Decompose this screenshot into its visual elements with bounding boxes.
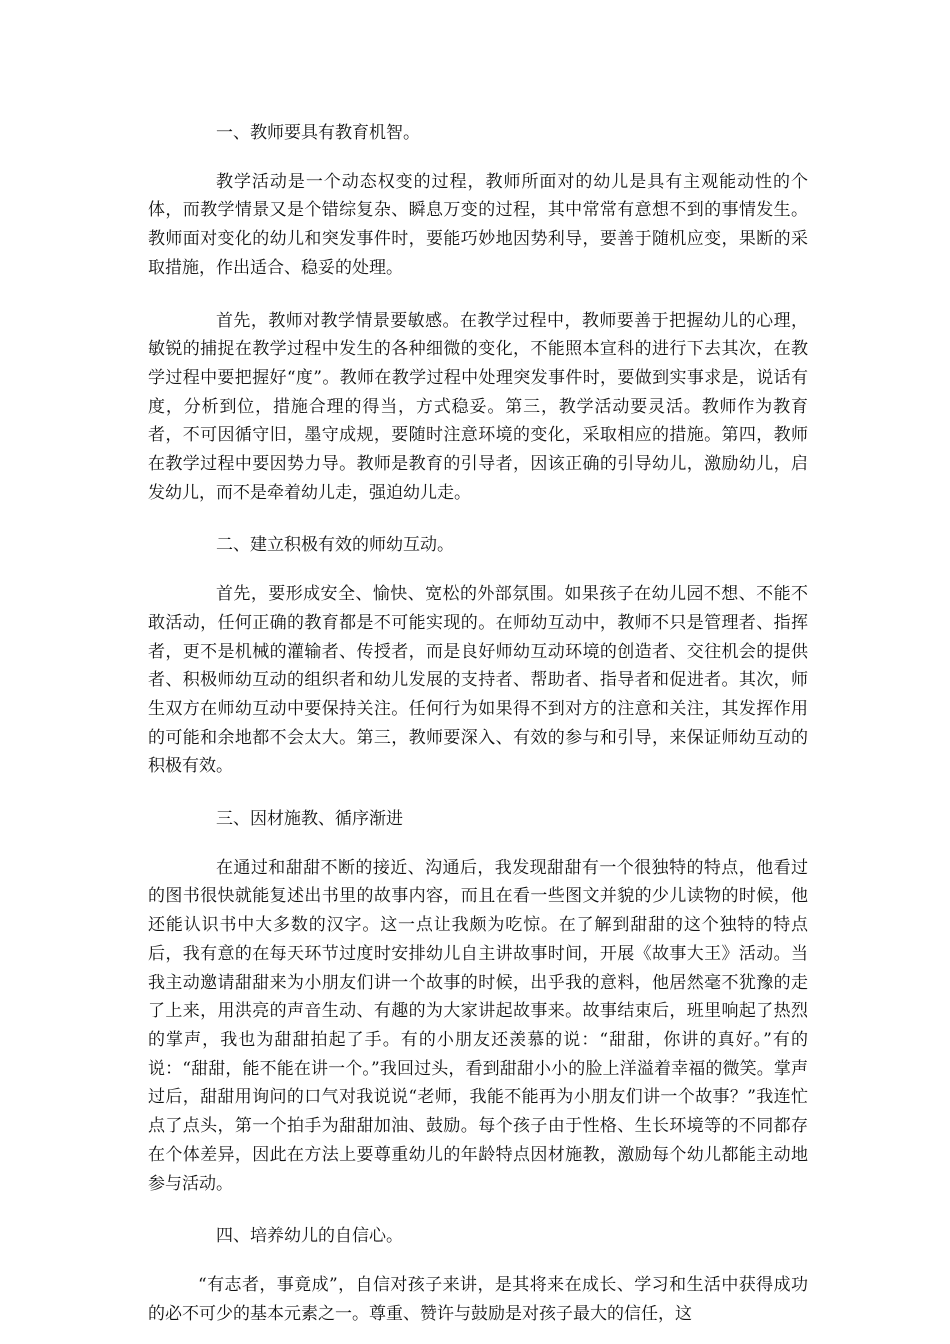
paragraph: 首先，要形成安全、愉快、宽松的外部氛围。如果孩子在幼儿园不想、不能不敢活动，任何正确的教育都是不可能实现的。在师幼互动中，教师不只是管理者、指挥者，更不是机械的灌输者、传授者，而是良好师幼互动环境的创造者、交往机会的提供者、积极师幼互动的组织者和幼儿发展的支持者、帮助者、指导者和促进者。其次，师生双方在师幼互动中要保持关注。任何行为如果得不到对方的注意和关注，其发挥作用的可能和余地都不会太大。第三，教师要深入、有效的参与和引导，来保证师幼互动的积极有效。 (148, 584, 808, 777)
section-heading-1: 一、教师要具有教育机智。 (216, 123, 420, 143)
document-body (148, 119, 808, 1328)
section-heading-3: 三、因材施教、循序渐进 (216, 809, 403, 830)
section-heading-2: 二、建立积极有效的师幼互动。 (216, 535, 454, 556)
paragraph: 教学活动是一个动态权变的过程，教师所面对的幼儿是具有主观能动性的个体，而教学情景又是个错综复杂、瞬息万变的过程，其中常常有意想不到的事情发生。教师面对变化的幼儿和突发事件时，要能巧妙地因势利导，要善于随机应变，果断的采取措施，作出适合、稳妥的处理。 (148, 171, 808, 278)
section-heading-4: 四、培养幼儿的自信心。 (216, 1226, 403, 1247)
paragraph: 在通过和甜甜不断的接近、沟通后，我发现甜甜有一个很独特的特点，他看过的图书很快就能复述出书里的故事内容，而且在看一些图文并貌的少儿读物的时候，他还能认识书中大多数的汉字。这一点让我颇为吃惊。在了解到甜甜的这个独特的特点后，我有意的在每天环节过度时安排幼儿自主讲故事时间，开展《故事大王》活动。当我主动邀请甜甜来为小朋友们讲一个故事的时候，出乎我的意料，他居然毫不犹豫的走了上来，用洪亮的声音生动、有趣的为大家讲起故事来。故事结束后，班里响起了热烈的掌声，我也为甜甜拍起了手。有的小朋友还羡慕的说：“甜甜，你讲的真好。”有的说：“甜甜，能不能在讲一个。”我回过头，看到甜甜小小的脸上洋溢着幸福的微笑。掌声过后，甜甜用询问的口气对我说说“老师，我能不能再为小朋友们讲一个故事？”我连忙点了点头，第一个拍手为甜甜加油、鼓励。每个孩子由于性格、生长环境等的不同都存在个体差异，因此在方法上要尊重幼儿的年龄特点因材施教，激励每个幼儿都能主动地参与活动。 (148, 857, 808, 1194)
paragraph: 首先，教师对教学情景要敏感。在教学过程中，教师要善于把握幼儿的心理，敏锐的捕捉在教学过程中发生的各种细微的变化，不能照本宣科的进行下去其次，在教学过程中要把握好“度”。教师在教学过程中处理突发事件时，要做到实事求是，说话有度，分析到位，措施合理的得当，方式稳妥。第三，教学活动要灵活。教师作为教育者，不可因循守旧，墨守成规，要随时注意环境的变化，采取相应的措施。第四，教师在教学过程中要因势力导。教师是教育的引导者，因该正确的引导幼儿，激励幼儿，启发幼儿，而不是牵着幼儿走，强迫幼儿走。 (148, 310, 808, 503)
paragraph: “有志者，事竟成”，自信对孩子来讲，是其将来在成长、学习和生活中获得成功的必不可少的基本元素之一。尊重、赞许与鼓励是对孩子最大的信任，这 (148, 1274, 808, 1324)
